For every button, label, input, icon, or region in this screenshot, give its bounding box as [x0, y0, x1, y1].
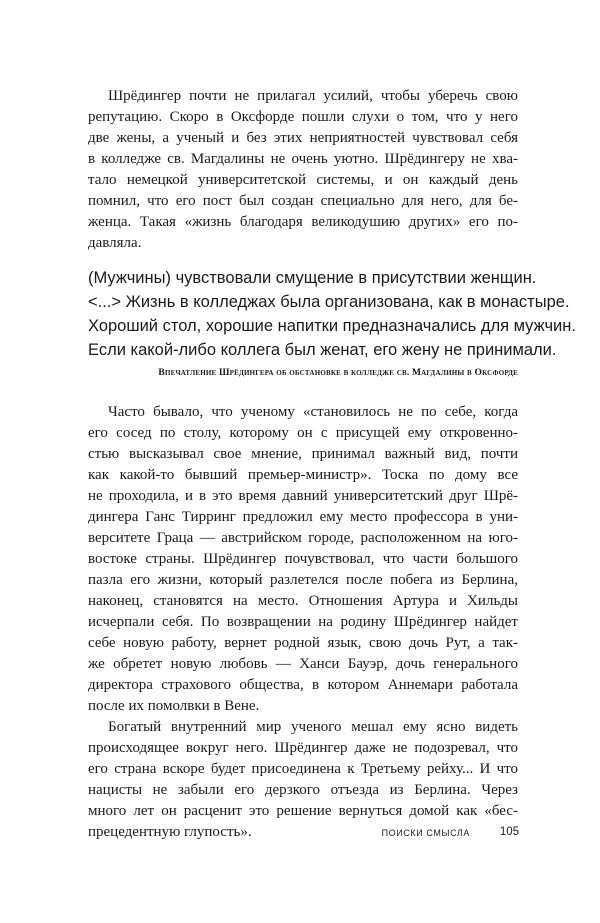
paragraph-line: репутацию. Скоро в Оксфорде пошли слухи о том, что у него	[88, 109, 518, 125]
paragraph-line: дингера Ганс Тирринг предложил ему место профессора в уни-	[88, 509, 518, 525]
quote-attribution: Впечатление Шрёдингера об обстановке в колледже св. Магдалины в Оксфорде	[158, 368, 518, 378]
paragraph-line: его страна вскоре будет присоединена к Третьему рейху... И что	[88, 761, 518, 777]
paragraph-line: же обретет новую любовь — Ханси Бауэр, дочь генерального	[88, 656, 518, 672]
paragraph-line: Богатый внутренний мир ученого мешал ему ясно видеть	[108, 719, 518, 735]
paragraph-line: пазла его жизни, который разлетелся после побега из Берлина,	[88, 572, 518, 588]
paragraph-line: давляла.	[88, 235, 142, 251]
paragraph-line: две жены, а ученый и без этих неприятностей чувствовал себя	[88, 130, 518, 146]
paragraph-line: директора страхового общества, в котором Аннемари работала	[88, 677, 518, 693]
paragraph-line: востоке страны. Шрёдингер почувствовал, что части большого	[88, 551, 518, 567]
paragraph-line: себе новую работу, вернет родной язык, свою дочь Рут, а так-	[88, 635, 518, 651]
running-title: ПОИСКИ СМЫСЛА	[381, 828, 470, 838]
paragraph-line: не проходила, и в это время давний университетский друг Шрё-	[88, 488, 518, 504]
paragraph-3	[88, 717, 518, 843]
paragraph-line: стью высказывал свое мнение, принимал важный вид, почти	[88, 446, 518, 462]
paragraph-line: тало немецкой университетской системы, и он каждый день	[88, 172, 518, 188]
quote-line: (Мужчины) чувствовали смущение в присутствии женщин.	[88, 269, 537, 287]
paragraph-line: много лет он расценит это решение вернуться домой как «бес-	[88, 803, 518, 819]
page-footer	[0, 826, 600, 842]
quote-line: Если какой-либо коллега был женат, его жену не принимали.	[88, 341, 557, 359]
paragraph-line: как какой-то бывший премьер-министр». Тоска по дому все	[88, 467, 518, 483]
quote-line: <...> Жизнь в колледжах была организована, как в монастыре.	[88, 293, 570, 311]
paragraph-line: женца. Такая «жизнь благодаря великодушию других» его по-	[88, 214, 518, 230]
paragraph-1	[88, 86, 518, 254]
paragraph-line: исчерпали себя. По возвращении на родину Шрёдингер найдет	[88, 614, 518, 630]
paragraph-line: прецедентную глупость».	[88, 824, 252, 840]
epigraph-quote	[88, 266, 576, 362]
paragraph-line: происходящее вокруг него. Шрёдингер даже не подозревал, что	[88, 740, 518, 756]
quote-line: Хороший стол, хорошие напитки предназначались для мужчин.	[88, 317, 576, 335]
page-number: 105	[499, 826, 519, 838]
paragraph-line: наконец, становятся на место. Отношения Артура и Хильды	[88, 593, 518, 609]
paragraph-line: помнил, что его пост был создан специально для него, для бе-	[88, 193, 518, 209]
page-content	[88, 86, 576, 843]
paragraph-2	[88, 402, 518, 717]
paragraph-line: его сосед по столу, которому он с присущей ему откровенно-	[88, 425, 518, 441]
paragraph-line: Шрёдингер почти не прилагал усилий, чтобы уберечь свою	[108, 88, 518, 104]
paragraph-line: верситете Граца — австрийском городе, расположенном на юго-	[88, 530, 518, 546]
paragraph-line: Часто бывало, что ученому «становилось не по себе, когда	[108, 404, 518, 420]
paragraph-line: после их помолвки в Вене.	[88, 698, 260, 714]
paragraph-line: нацисты не забыли его дерзкого отъезда из Берлина. Через	[88, 782, 518, 798]
paragraph-line: в колледже св. Магдалины не очень уютно. Шрёдингеру не хва-	[88, 151, 518, 167]
